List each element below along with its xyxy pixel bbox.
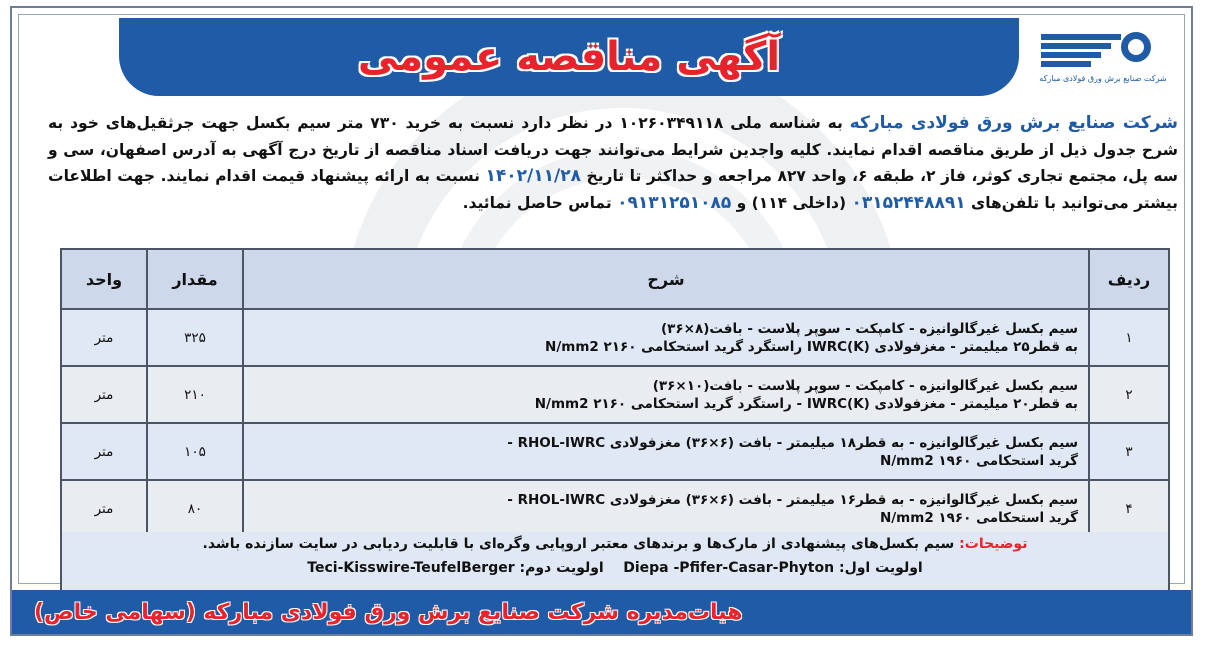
description-line-2: گرید استحکامی ۱۹۶۰ N/mm2 — [879, 509, 1078, 526]
description-line-1: سیم بکسل غیرگالوانیزه - کامپکت - سوپر پلاست - بافت(۸×۳۶) — [660, 320, 1078, 337]
intro-text-1: به شناسه ملی ۱۰۲۶۰۳۴۹۱۱۸ در نظر دارد نسبت به خرید ۷۳۰ متر سیم بکسل جهت جرثقیل‌های خود به شرح جدول ذیل از طریق مناقصه اقدام نمایند. کلیه واجدین شرایط می‌توانند جهت دریافت اسناد مناقصه از تاریخ درج آگهی به آدرس اصفهان، سی و سه پل، مجتمع تجاری کوثر، فاز ۲، طبقه ۶، واحد ۸۲۷ مراجعه و حداکثر تا تاریخ — [48, 114, 1178, 185]
notice-title: آگهی مناقصه عمومی — [357, 34, 781, 80]
priority-1-brands: Diepa -Pfifer-Casar-Phyton — [623, 560, 835, 576]
notes-text: سیم بکسل‌های پیشنهادی از مارک‌ها و برندهای معتبر اروپایی وگره‌ای با قابلیت ردیابی در سایت سازنده باشد. — [202, 536, 955, 552]
intro-phone-2: ۰۹۱۳۱۲۵۱۰۸۵ — [617, 192, 732, 213]
priority-line — [62, 560, 1168, 576]
priority-2-label: اولویت دوم: — [519, 560, 604, 576]
cell-quantity: ۳۲۵ — [147, 309, 243, 366]
logo-bars-icon — [1041, 34, 1121, 68]
cell-description — [243, 480, 1089, 537]
intro-company: شرکت صنایع برش ورق فولادی مبارکه — [849, 113, 1178, 133]
header-unit: واحد — [61, 249, 147, 309]
table-row — [61, 480, 1169, 537]
intro-text-4: تماس حاصل نمائید. — [462, 193, 612, 212]
table-row — [61, 366, 1169, 423]
company-logo — [1033, 26, 1173, 94]
logo-ring-icon — [1121, 32, 1151, 62]
cell-unit: متر — [61, 480, 147, 537]
priority-1-label: اولویت اول: — [838, 560, 923, 576]
items-table — [60, 248, 1170, 538]
description-line-1: سیم بکسل غیرگالوانیزه - به قطر۱۶ میلیمتر - بافت (۶×۳۶) مغزفولادی RHOL-IWRC - — [507, 491, 1078, 508]
cell-quantity: ۸۰ — [147, 480, 243, 537]
cell-row-number: ۱ — [1089, 309, 1169, 366]
header-description: شرح — [243, 249, 1089, 309]
priority-2-brands: Teci-Kisswire-TeufelBerger — [307, 560, 515, 576]
cell-description — [243, 366, 1089, 423]
footer-signature: هیات‌مدیره شرکت صنایع برش ورق فولادی مبارکه (سهامی خاص) — [34, 599, 743, 625]
description-line-1: سیم بکسل غیرگالوانیزه - کامپکت - سوپر پلاست - بافت(۱۰×۳۶) — [652, 377, 1078, 394]
notes-label: توضیحات: — [959, 536, 1028, 552]
cell-description — [243, 423, 1089, 480]
cell-row-number: ۳ — [1089, 423, 1169, 480]
notice-frame — [10, 6, 1193, 636]
intro-phone-1: ۰۳۱۵۲۴۴۸۸۹۱ — [851, 192, 966, 213]
table-row — [61, 423, 1169, 480]
description-line-2: به قطر۲۰ میلیمتر - مغزفولادی IWRC(K) - راستگرد گرید استحکامی ۲۱۶۰ N/mm2 — [534, 395, 1078, 412]
intro-deadline: ۱۴۰۲/۱۱/۲۸ — [485, 166, 581, 186]
description-line-2: گرید استحکامی ۱۹۶۰ N/mm2 — [879, 452, 1078, 469]
header-row-number: ردیف — [1089, 249, 1169, 309]
cell-row-number: ۴ — [1089, 480, 1169, 537]
cell-description — [243, 309, 1089, 366]
cell-unit: متر — [61, 309, 147, 366]
table-header-row — [61, 249, 1169, 309]
intro-text-3: (داخلی ۱۱۴) و — [736, 193, 847, 212]
title-banner — [119, 18, 1019, 96]
notes-line — [62, 536, 1168, 552]
intro-paragraph — [48, 110, 1178, 216]
footer-banner — [12, 590, 1191, 634]
cell-quantity: ۱۰۵ — [147, 423, 243, 480]
cell-unit: متر — [61, 366, 147, 423]
cell-unit: متر — [61, 423, 147, 480]
cell-quantity: ۲۱۰ — [147, 366, 243, 423]
logo-caption: شرکت صنایع برش ورق فولادی مبارکه — [1039, 74, 1167, 83]
header-quantity: مقدار — [147, 249, 243, 309]
description-line-2: به قطر۲۵ میلیمتر - مغزفولادی IWRC(K) راستگرد گرید استحکامی ۲۱۶۰ N/mm2 — [545, 338, 1078, 355]
cell-row-number: ۲ — [1089, 366, 1169, 423]
intro-text-2: نسبت به ارائه پیشنهاد قیمت اقدام نمایند. جهت اطلاعات بیشتر می‌توانید با تلفن‌های — [48, 167, 1178, 212]
table-row — [61, 309, 1169, 366]
description-line-1: سیم بکسل غیرگالوانیزه - به قطر۱۸ میلیمتر - بافت (۶×۳۶) مغزفولادی RHOL-IWRC - — [507, 434, 1078, 451]
notes-box — [60, 532, 1170, 592]
